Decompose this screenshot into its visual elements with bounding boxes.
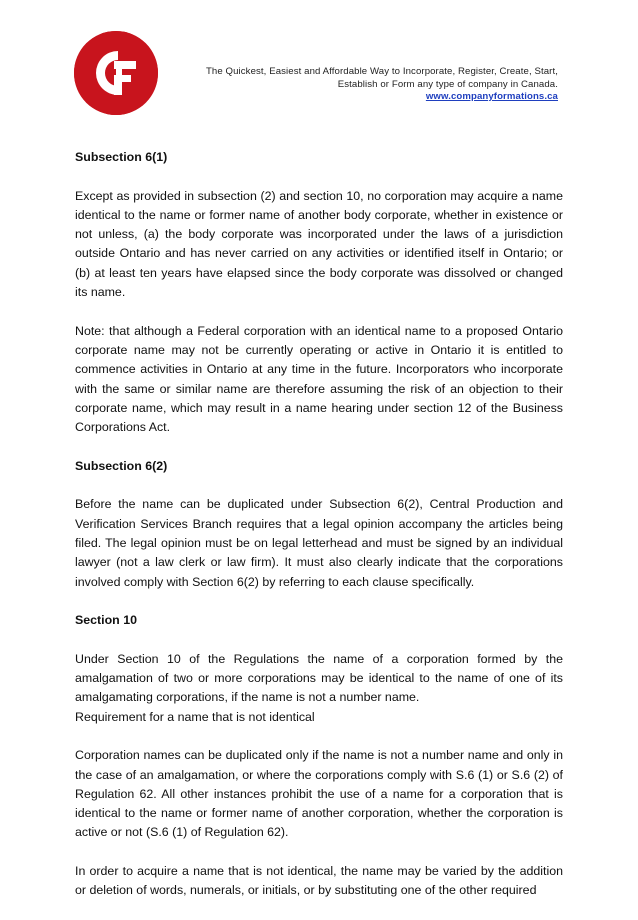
acquire-name-paragraph: In order to acquire a name that is not identical, the name may be varied by the addition or deletion of words, numerals, or initials, or by substituting one of the other required: [75, 863, 563, 898]
document-body: [75, 148, 563, 920]
requirement-line: Requirement for a name that is not identical: [75, 709, 315, 724]
header-tagline: [178, 66, 558, 104]
subsection-6-2-heading: Subsection 6(2): [75, 458, 168, 473]
cf-logo-icon: [74, 31, 158, 115]
subsection-6-1-heading: Subsection 6(1): [75, 150, 168, 164]
tagline-line-2: Establish or Form any type of company in Canada.: [337, 78, 558, 90]
section-10-paragraph: Under Section 10 of the Regulations the name of a corporation formed by the amalgamation of two or more corporations may be identical to the name of one of its amalgamating corporations, if the name is not a number name.: [75, 651, 563, 705]
subsection-6-1-paragraph: Except as provided in subsection (2) and section 10, no corporation may acquire a name identical to the name or former name of another body corporate, whether in existence or not unless, (a) the body corporate was incorporated under the laws of a jurisdiction outside Ontario and has never carried on any activities or identified itself in Ontario; or (b) at least ten years have elapsed since the body corporate was dissolved or changed its name.: [75, 188, 563, 300]
duplication-paragraph: Corporation names can be duplicated only if the name is not a number name and only in the case of an amalgamation, or where the corporations comply with S.6 (1) or S.6 (2) of Regulation 62. All other instances prohibit the use of a name for a corporation that is identical to the name or former name of another corporation, whether the corporation is active or not (S.6 (1) of Regulation 62).: [75, 748, 563, 840]
company-logo: [74, 31, 158, 115]
note-paragraph: Note: that although a Federal corporation with an identical name to a proposed Ontario corporate name may not be currently operating or active in Ontario it is entitled to commence activities in Ontario at any time in the future. Incorporators who incorporate with the same or similar name are therefore assuming the risk of an objection to their corporate name, which may result in a name hearing under section 12 of the Business Corporations Act.: [75, 323, 563, 435]
website-link[interactable]: www.companyformations.ca: [425, 91, 558, 102]
section-10-heading: Section 10: [75, 613, 137, 628]
subsection-6-2-paragraph: Before the name can be duplicated under Subsection 6(2), Central Production and Verification Services Branch requires that a legal opinion accompany the articles being filed. The legal opinion must be on legal letterhead and must be signed by an individual lawyer (not a law clerk or law firm). It must also clearly indicate that the corporations involved comply with Section 6(2) by referring to each clause specifically.: [75, 497, 563, 589]
tagline-line-1: The Quickest, Easiest and Affordable Way to Incorporate, Register, Create, Start,: [205, 66, 558, 77]
